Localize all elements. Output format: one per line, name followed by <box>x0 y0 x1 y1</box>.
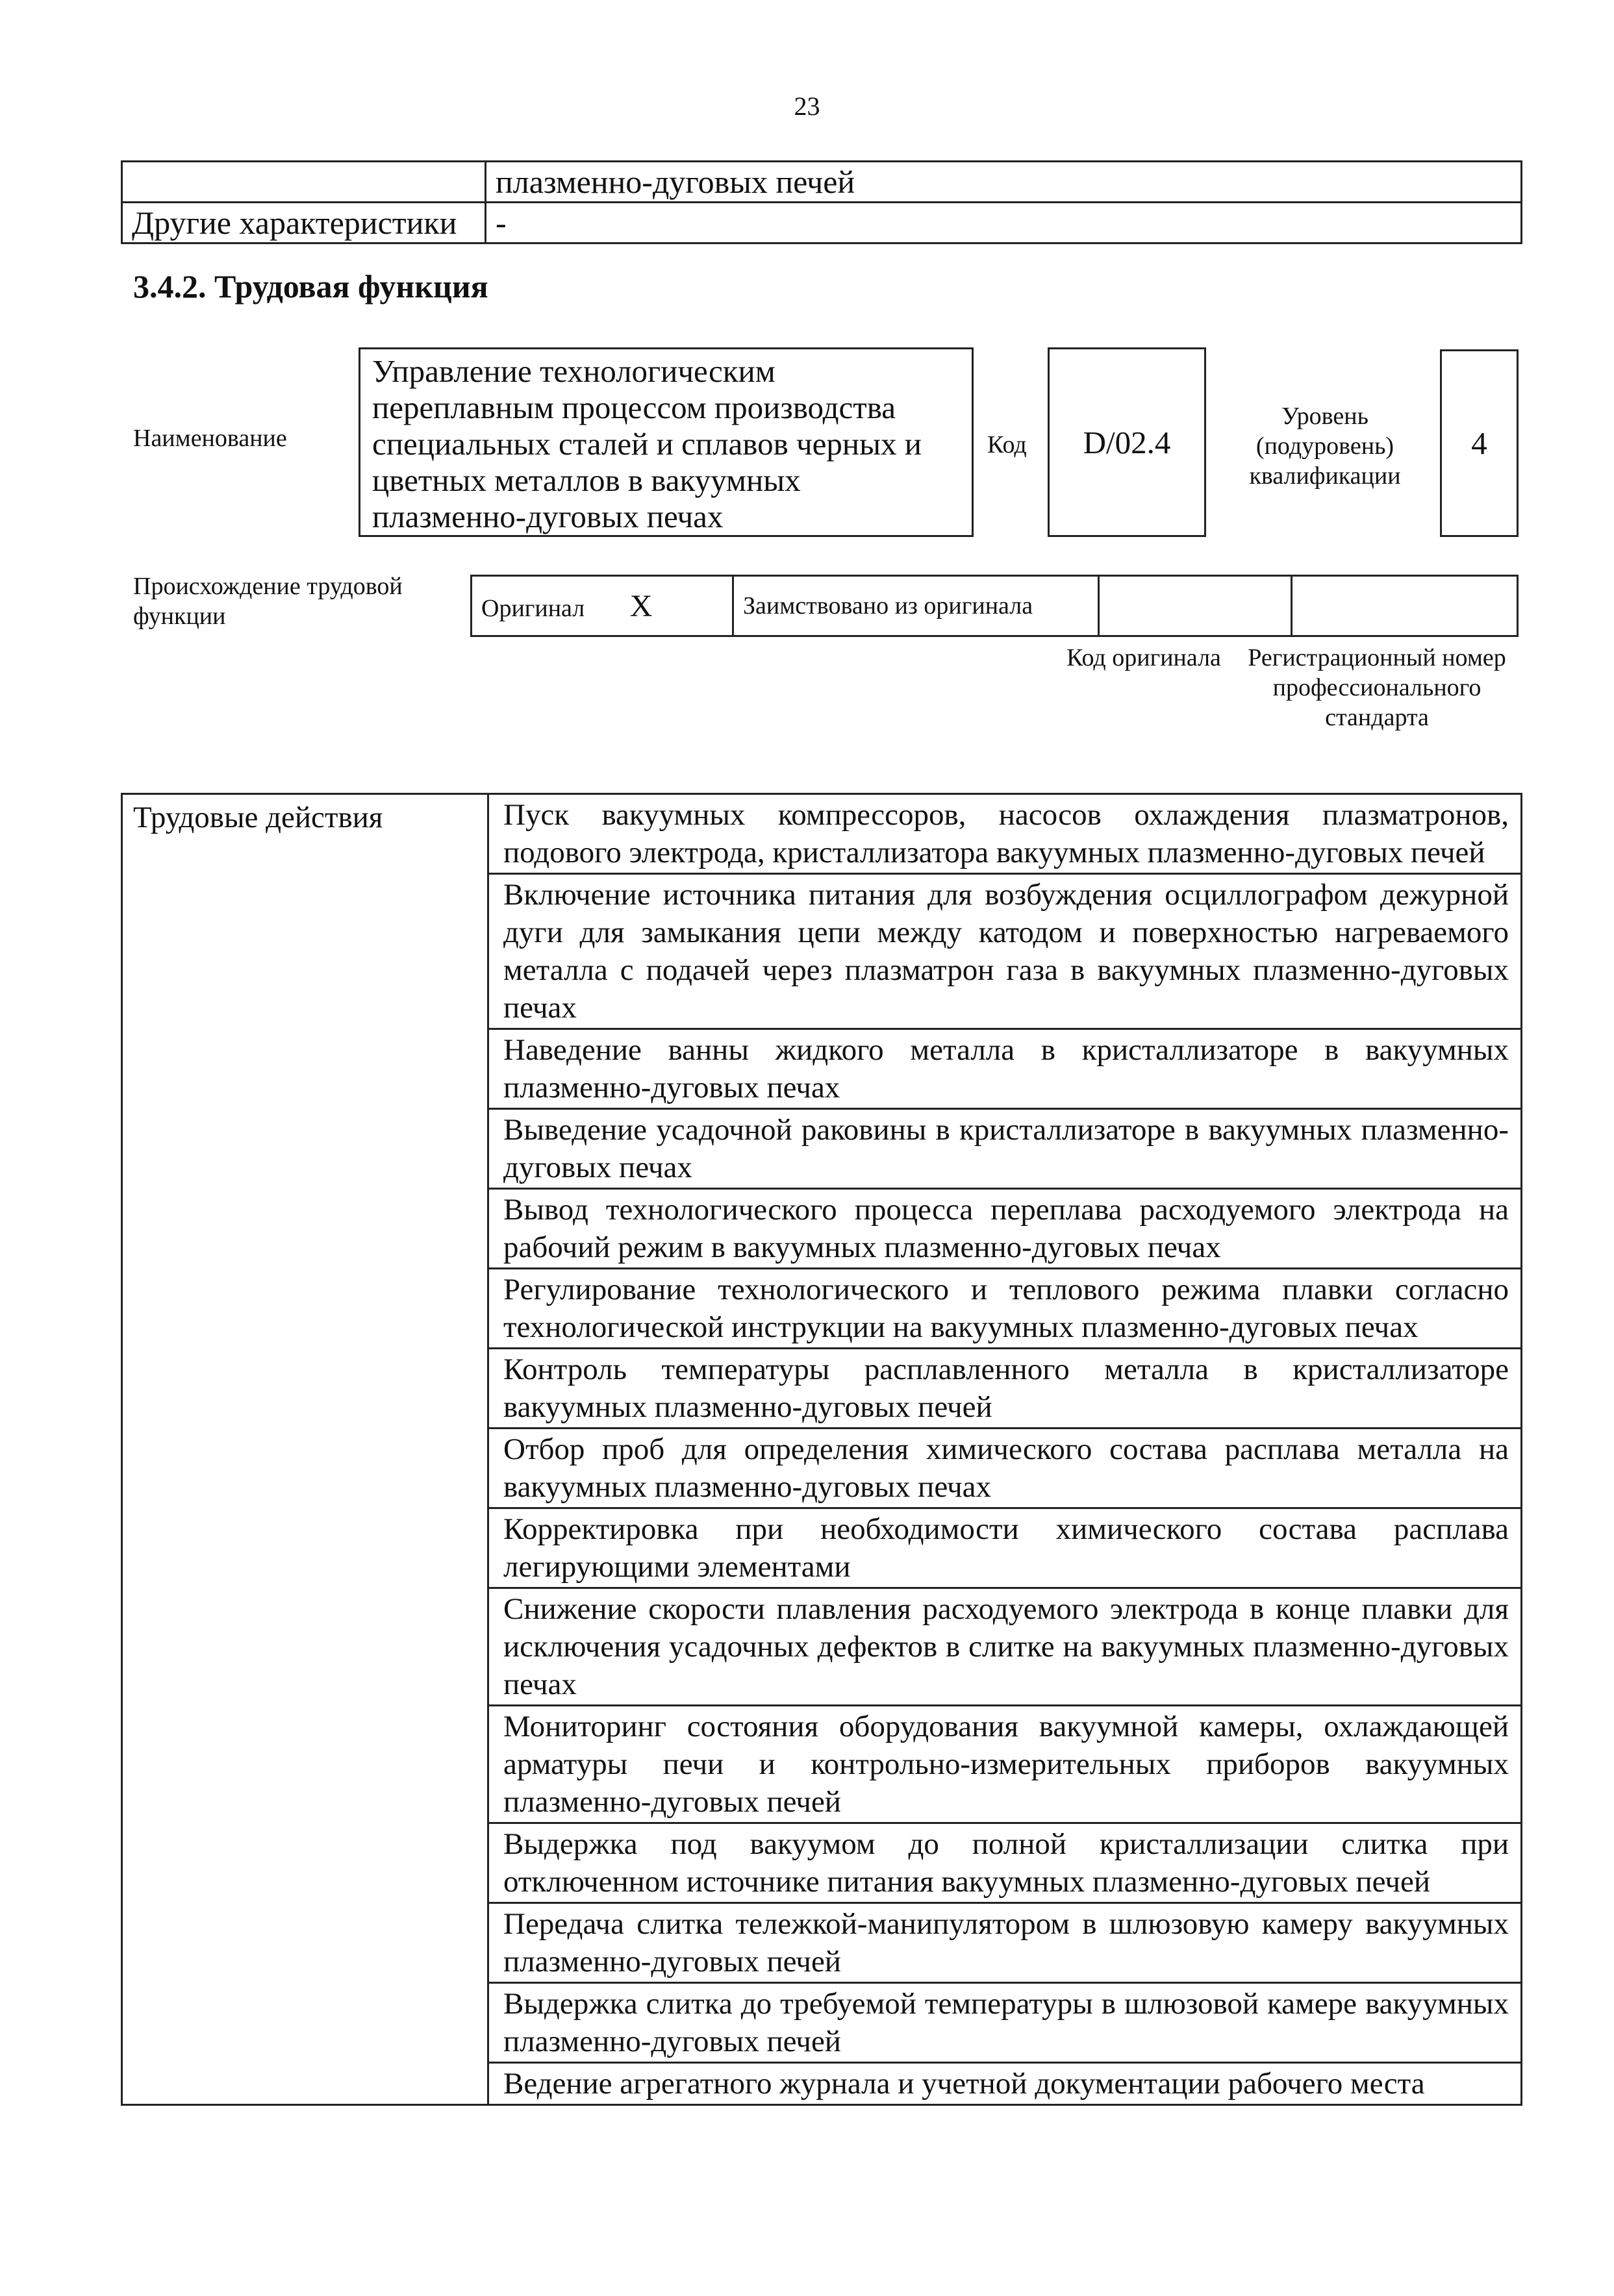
origin-table <box>470 575 1519 637</box>
page-number: 23 <box>794 92 820 121</box>
action-item: Отбор проб для определения химического состава расплава металла на вакуумных плазменно-дуговых печах <box>488 1429 1522 1508</box>
level-label-line-1: Уровень <box>1281 403 1368 430</box>
code-label: Код <box>987 431 1027 458</box>
level-label-line-2: (подуровень) <box>1255 432 1394 460</box>
action-item: Снижение скорости плавления расходуемого электрода в конце плавки для исключения усадочных дефектов в слитке на вакуумных плазменно-дуговых печах <box>488 1588 1522 1706</box>
function-name-box: Управление технологическим переплавным процессом производства специальных сталей и сплавов черных и цветных металлов в вакуумных плазменно-дуговых печах <box>359 347 974 537</box>
action-item: Включение источника питания для возбуждения осциллографом дежурной дуги для замыкания цепи между катодом и поверхностью нагреваемого металла с подачей через плазматрон газа в вакуумных плазменно-дуговых печах <box>488 874 1522 1029</box>
action-item: Передача слитка тележкой-манипулятором в шлюзовую камеру вакуумных плазменно-дуговых печей <box>488 1903 1522 1983</box>
action-item: Ведение агрегатного журнала и учетной документации рабочего места <box>488 2063 1522 2105</box>
empty-cell <box>122 162 486 203</box>
other-characteristics-label: Другие характеристики <box>122 203 486 243</box>
code-original-cell <box>1099 576 1292 636</box>
original-mark: X <box>629 588 653 623</box>
section-title: 3.4.2. Трудовая функция <box>133 268 488 305</box>
code-original-caption: Код оригинала <box>1066 644 1221 671</box>
function-code-box <box>1048 347 1206 537</box>
action-item: Корректировка при необходимости химического состава расплава легирующими элементами <box>488 1508 1522 1588</box>
qualification-level-box <box>1440 349 1519 537</box>
action-item: Регулирование технологического и теплового режима плавки согласно технологической инструкции на вакуумных плазменно-дуговых печах <box>488 1269 1522 1349</box>
name-label: Наименование <box>133 425 287 452</box>
reg-number-caption: Регистрационный номер профессионального стандарта <box>1248 644 1506 731</box>
action-item: Пуск вакуумных компрессоров, насосов охлаждения плазматронов, подового электрода, кристаллизатора вакуумных плазменно-дуговых печей <box>488 794 1522 874</box>
action-item: Вывод технологического процесса переплава расходуемого электрода на рабочий режим в вакуумных плазменно-дуговых печах <box>488 1189 1522 1269</box>
qualification-level-value: 4 <box>1471 425 1487 461</box>
action-item: Выдержка под вакуумом до полной кристаллизации слитка при отключенном источнике питания вакуумных плазменно-дуговых печей <box>488 1823 1522 1903</box>
continuation-text: плазменно-дуговых печей <box>486 162 1522 203</box>
origin-label: Происхождение трудовой функции <box>133 573 403 630</box>
action-item: Контроль температуры расплавленного металла в кристаллизаторе вакуумных плазменно-дуговых печей <box>488 1349 1522 1429</box>
original-label: Оригинал <box>481 594 585 622</box>
function-code-value: D/02.4 <box>1083 424 1171 460</box>
qualification-level-label <box>1221 401 1429 491</box>
other-characteristics-value: - <box>486 203 1522 243</box>
action-item: Наведение ванны жидкого металла в кристаллизаторе в вакуумных плазменно-дуговых печах <box>488 1029 1522 1109</box>
action-item: Мониторинг состояния оборудования вакуумной камеры, охлаждающей арматуры печи и контрольно-измерительных приборов вакуумных плазменно-дуговых печей <box>488 1706 1522 1823</box>
labor-actions-table <box>121 793 1522 2106</box>
previous-table-continuation <box>121 160 1522 244</box>
level-label-line-3: квалификации <box>1249 462 1401 490</box>
reg-number-cell <box>1292 576 1518 636</box>
borrowed-label: Заимствовано из оригинала <box>733 576 1099 636</box>
action-item: Выведение усадочной раковины в кристаллизаторе в вакуумных плазменно-дуговых печах <box>488 1109 1522 1189</box>
action-item: Выдержка слитка до требуемой температуры в шлюзовой камере вакуумных плазменно-дуговых печей <box>488 1983 1522 2063</box>
labor-actions-header: Трудовые действия <box>122 794 488 2105</box>
original-cell <box>472 576 733 636</box>
